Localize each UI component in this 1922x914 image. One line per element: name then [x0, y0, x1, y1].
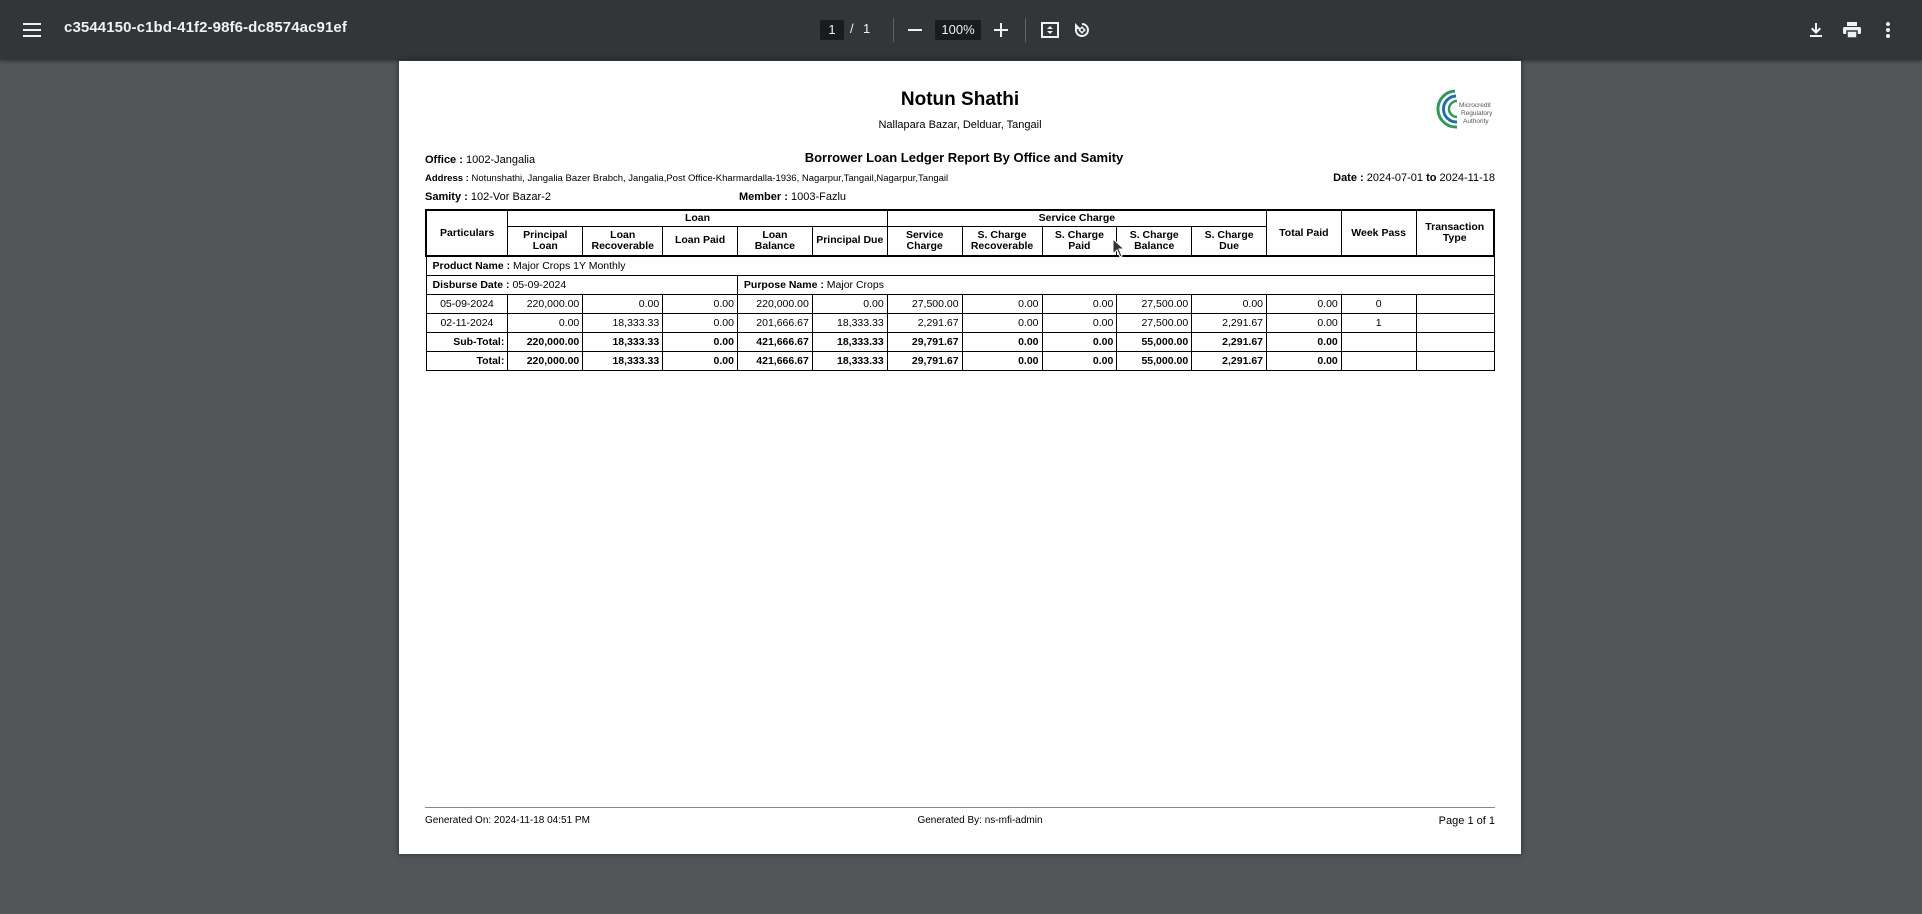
- organization-name: Notun Shathi: [900, 89, 1020, 110]
- header-text: Transaction: [1425, 221, 1485, 233]
- mouse-cursor-icon: [1112, 238, 1126, 258]
- table-cell: 220,000.00: [508, 351, 583, 370]
- header-text: Type: [1442, 232, 1467, 244]
- table-cell: 220,000.00: [508, 294, 583, 313]
- sub-header-cell: [962, 226, 1042, 256]
- page-current: 1: [1467, 815, 1474, 827]
- table-cell: 421,666.67: [737, 351, 812, 370]
- table-row: [426, 294, 1494, 313]
- loan-ledger-table: [425, 209, 1495, 371]
- toolbar-divider: [893, 18, 894, 42]
- table-cell: 18,333.33: [583, 313, 663, 332]
- subtotal-row: [426, 332, 1494, 351]
- table-cell: 18,333.33: [583, 351, 663, 370]
- zoom-in-icon[interactable]: [983, 12, 1019, 48]
- purpose-cell: [737, 275, 1494, 294]
- table-cell: 0.00: [1267, 332, 1342, 351]
- table-cell: 27,500.00: [887, 294, 962, 313]
- table-cell: 0.00: [663, 294, 738, 313]
- organization-address: Nallapara Bazar, Delduar, Tangail: [878, 119, 1042, 131]
- table-cell: 18,333.33: [812, 332, 887, 351]
- table-cell: 0.00: [1267, 351, 1342, 370]
- disburse-row: [426, 275, 1494, 294]
- table-cell: 18,333.33: [812, 313, 887, 332]
- svg-text:Microcredit: Microcredit: [1459, 102, 1491, 109]
- table-cell: 421,666.67: [737, 332, 812, 351]
- table-cell: 0.00: [962, 294, 1042, 313]
- generated-by: Generated By: ns-mfi-admin: [917, 815, 1043, 826]
- header-text: Loan: [762, 228, 788, 241]
- product-label: Product Name :: [432, 259, 511, 272]
- page-of: of: [1476, 815, 1486, 827]
- header-text: Recoverable: [970, 239, 1034, 252]
- header-text: Principal: [523, 228, 568, 241]
- page-number-input[interactable]: 1: [820, 20, 844, 40]
- date-from: 2024-07-01: [1366, 172, 1424, 184]
- header-text: Charge: [906, 239, 943, 252]
- table-cell: 29,791.67: [887, 351, 962, 370]
- header-service-charge-group: Service Charge: [887, 210, 1266, 226]
- table-cell: 2,291.67: [887, 313, 962, 332]
- table-cell: [1416, 351, 1494, 370]
- header-text: S. Charge: [1129, 228, 1179, 241]
- table-cell: 0: [1341, 294, 1416, 313]
- table-cell: 0.00: [508, 313, 583, 332]
- header-text: S. Charge: [977, 228, 1027, 241]
- table-cell: 0.00: [1192, 294, 1267, 313]
- table-cell: 1: [1341, 313, 1416, 332]
- date-label: Date :: [1333, 172, 1364, 184]
- table-cell: 27,500.00: [1117, 313, 1192, 332]
- zoom-level-input[interactable]: 100%: [935, 20, 981, 40]
- table-cell: 2,291.67: [1192, 332, 1267, 351]
- sub-header-cell: [508, 226, 583, 256]
- rotate-icon[interactable]: [1064, 12, 1100, 48]
- zoom-out-icon[interactable]: [897, 12, 933, 48]
- table-cell: Sub-Total:: [426, 332, 508, 351]
- table-cell: 0.00: [663, 313, 738, 332]
- sub-header-cell: [737, 226, 812, 256]
- header-text: Balance: [754, 239, 796, 252]
- table-cell: 0.00: [1042, 351, 1117, 370]
- header-week-pass: Week Pass: [1341, 210, 1416, 256]
- toolbar-divider: [1025, 18, 1026, 42]
- table-cell: 0.00: [1042, 332, 1117, 351]
- header-loan-group: Loan: [508, 210, 887, 226]
- purpose-label: Purpose Name :: [743, 278, 824, 291]
- disburse-label: Disburse Date :: [432, 278, 510, 291]
- date-to-label: to: [1426, 172, 1437, 184]
- table-cell: 220,000.00: [737, 294, 812, 313]
- document-title: c3544150-c1bd-41f2-98f6-dc8574ac91ef: [64, 19, 347, 36]
- table-cell: 0.00: [1042, 294, 1117, 313]
- table-cell: [1416, 313, 1494, 332]
- svg-text:Authority: Authority: [1463, 118, 1489, 125]
- download-icon[interactable]: [1798, 12, 1834, 48]
- sub-header-cell: [663, 226, 738, 256]
- header-text: Balance: [1134, 239, 1175, 252]
- pdf-page: [399, 61, 1521, 854]
- table-cell: 0.00: [663, 351, 738, 370]
- table-cell: 0.00: [962, 351, 1042, 370]
- table-cell: 201,666.67: [737, 313, 812, 332]
- page-separator: /: [850, 21, 854, 36]
- header-text: Due: [1219, 239, 1240, 252]
- samity-value: 102-Vor Bazar-2: [470, 191, 551, 203]
- header-text: S. Charge: [1204, 228, 1254, 241]
- product-row: [426, 256, 1494, 275]
- page-total: 1: [1488, 815, 1495, 827]
- sub-header-cell: [583, 226, 663, 256]
- header-particulars: Particulars: [426, 210, 508, 256]
- table-cell: Total:: [426, 351, 508, 370]
- svg-text:Regulatory: Regulatory: [1461, 110, 1493, 117]
- table-cell: 02-11-2024: [426, 313, 508, 332]
- report-title: Borrower Loan Ledger Report By Office and Samity: [804, 150, 1124, 165]
- menu-icon[interactable]: [14, 12, 50, 48]
- table-cell: 0.00: [812, 294, 887, 313]
- header-text: Service: [905, 228, 944, 241]
- table-cell: 55,000.00: [1117, 351, 1192, 370]
- table-cell: 0.00: [1267, 294, 1342, 313]
- sub-header-cell: [1117, 226, 1192, 256]
- table-cell: 05-09-2024: [426, 294, 508, 313]
- table-cell: 2,291.67: [1192, 351, 1267, 370]
- table-cell: [1341, 332, 1416, 351]
- samity-info: [425, 191, 551, 203]
- table-cell: 0.00: [663, 332, 738, 351]
- table-cell: 55,000.00: [1117, 332, 1192, 351]
- purpose-value: Major Crops: [826, 278, 884, 291]
- ledger-body: [426, 256, 1494, 370]
- table-cell: 0.00: [1267, 313, 1342, 332]
- header-text: Loan: [610, 228, 636, 241]
- disburse-value: 05-09-2024: [512, 278, 567, 291]
- office-label: Office :: [425, 154, 463, 166]
- header-transaction-type: [1416, 210, 1494, 256]
- header-text: Loan Paid: [674, 234, 726, 247]
- table-cell: 0.00: [962, 332, 1042, 351]
- table-cell: 0.00: [962, 313, 1042, 332]
- address-info: [425, 173, 948, 184]
- table-cell: [1416, 332, 1494, 351]
- disburse-cell: [426, 275, 737, 294]
- product-value: Major Crops 1Y Monthly: [513, 259, 626, 272]
- date-to: 2024-11-18: [1439, 172, 1495, 184]
- member-info: [739, 191, 846, 203]
- date-range: [1333, 172, 1495, 184]
- table-cell: 0.00: [583, 294, 663, 313]
- header-text: Loan: [532, 239, 558, 252]
- table-cell: [1341, 351, 1416, 370]
- pdf-viewer-toolbar: [0, 0, 1922, 60]
- page-label: Page: [1438, 815, 1465, 827]
- address-value: Notunshathi, Jangalia Bazer Brabch, Jangalia,Post Office-Kharmardalla-1936, Nagarpur,Tangail,Nagarpur,Tangail: [471, 173, 949, 184]
- sub-header-cell: [812, 226, 887, 256]
- table-cell: 29,791.67: [887, 332, 962, 351]
- header-text: Paid: [1068, 239, 1091, 252]
- page-indicator: [1439, 815, 1495, 827]
- sub-header-cell: [1042, 226, 1117, 256]
- table-row: [426, 313, 1494, 332]
- product-cell: [426, 256, 1494, 275]
- header-text: Recoverable: [591, 239, 654, 252]
- office-value: 1002-Jangalia: [465, 154, 536, 166]
- total-row: [426, 351, 1494, 370]
- table-cell: [1416, 294, 1494, 313]
- address-label: Address :: [425, 173, 469, 184]
- table-cell: 220,000.00: [508, 332, 583, 351]
- member-label: Member :: [739, 191, 788, 203]
- footer-divider: [425, 807, 1495, 808]
- table-cell: 18,333.33: [812, 351, 887, 370]
- header-text: S. Charge: [1054, 228, 1104, 241]
- sub-header-cell: [887, 226, 962, 256]
- header-text: Principal Due: [816, 234, 884, 247]
- fit-to-page-icon[interactable]: [1032, 12, 1068, 48]
- table-cell: 18,333.33: [583, 332, 663, 351]
- sub-header-cell: [1192, 226, 1267, 256]
- mra-logo: [1435, 87, 1495, 133]
- header-total-paid: Total Paid: [1267, 210, 1342, 256]
- table-cell: 0.00: [1042, 313, 1117, 332]
- more-options-icon[interactable]: [1870, 12, 1906, 48]
- member-value: 1003-Fazlu: [790, 191, 847, 203]
- table-cell: 2,291.67: [1192, 313, 1267, 332]
- page-count: 1: [863, 21, 871, 36]
- table-cell: 27,500.00: [1117, 294, 1192, 313]
- samity-label: Samity :: [425, 191, 468, 203]
- generated-on: Generated On: 2024-11-18 04:51 PM: [425, 815, 590, 826]
- print-icon[interactable]: [1834, 12, 1870, 48]
